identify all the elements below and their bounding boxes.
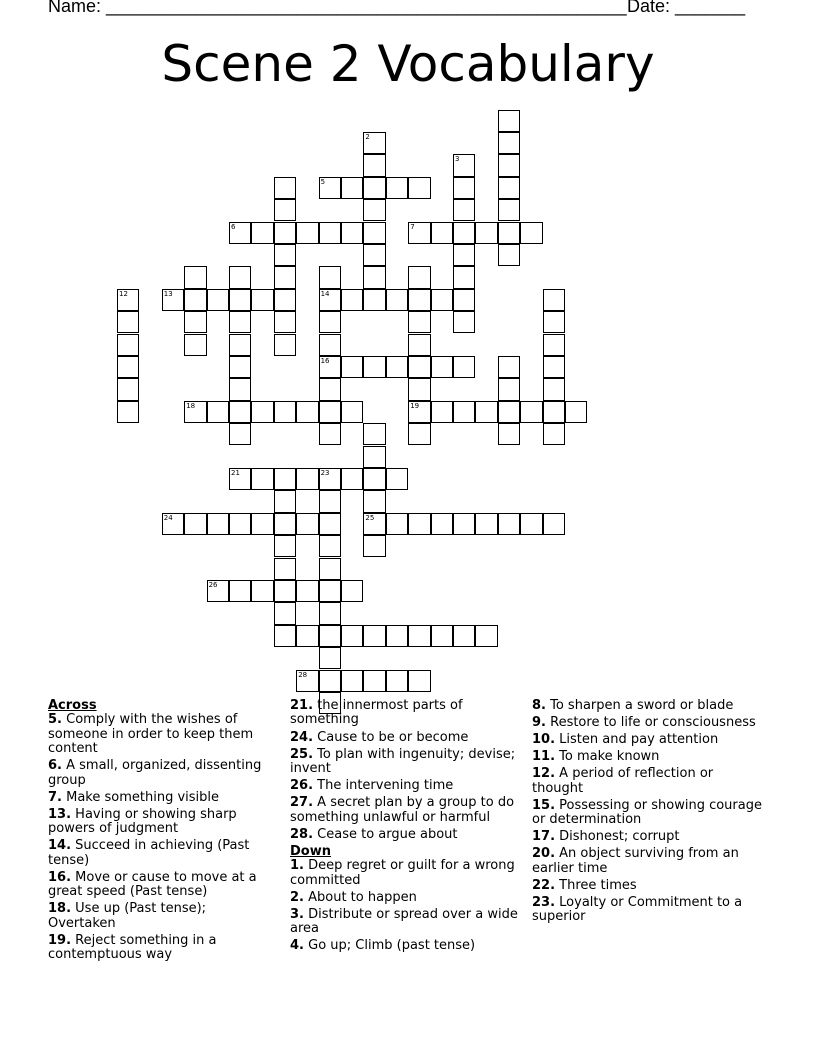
clue-number-label: 19 — [410, 401, 420, 410]
date-field-label: Date: _______ — [627, 0, 746, 16]
crossword-cell[interactable] — [296, 222, 318, 244]
crossword-cell[interactable] — [363, 535, 385, 557]
crossword-cell[interactable] — [453, 311, 475, 333]
clue-number-label: 7 — [410, 222, 415, 231]
clue-number: 14. — [48, 838, 72, 854]
clue-item — [290, 828, 518, 842]
crossword-cell[interactable] — [408, 356, 430, 378]
crossword-cell[interactable] — [341, 468, 363, 490]
clue-text: A secret plan by a group to do something unlawful or harmful — [290, 795, 515, 825]
crossword-cell[interactable] — [319, 625, 341, 647]
crossword-cell[interactable] — [408, 401, 430, 423]
crossword-cell[interactable] — [341, 625, 363, 647]
clue-text: Deep regret or guilt for a wrong committed — [290, 858, 515, 888]
crossword-cell[interactable] — [363, 132, 385, 154]
crossword-cell[interactable] — [453, 289, 475, 311]
crossword-cell[interactable] — [498, 378, 520, 400]
crossword-cell[interactable] — [207, 513, 229, 535]
crossword-cell[interactable] — [498, 154, 520, 176]
crossword-cell[interactable] — [431, 289, 453, 311]
clue-number: 27. — [290, 795, 314, 811]
crossword-cell[interactable] — [296, 513, 318, 535]
crossword-cell[interactable] — [475, 222, 497, 244]
crossword-cell[interactable] — [274, 244, 296, 266]
clue-number-label: 16 — [320, 356, 330, 365]
clue-number: 12. — [532, 766, 556, 782]
clue-item — [532, 896, 767, 925]
crossword-cell[interactable] — [363, 423, 385, 445]
crossword-cell[interactable] — [319, 266, 341, 288]
clue-item — [290, 699, 518, 728]
crossword-cell[interactable] — [386, 289, 408, 311]
crossword-cell[interactable] — [565, 401, 587, 423]
crossword-cell[interactable] — [453, 177, 475, 199]
crossword-cell[interactable] — [453, 222, 475, 244]
crossword-cell[interactable] — [184, 289, 206, 311]
crossword-cell[interactable] — [251, 580, 273, 602]
crossword-cell[interactable] — [453, 356, 475, 378]
crossword-cell[interactable] — [229, 513, 251, 535]
crossword-cell[interactable] — [543, 356, 565, 378]
crossword-cell[interactable] — [453, 154, 475, 176]
crossword-cell[interactable] — [498, 222, 520, 244]
crossword-cell[interactable] — [363, 490, 385, 512]
crossword-cell[interactable] — [363, 266, 385, 288]
clue-number-label: 24 — [163, 513, 173, 522]
crossword-cell[interactable] — [184, 513, 206, 535]
crossword-cell[interactable] — [498, 513, 520, 535]
crossword-cell[interactable] — [319, 289, 341, 311]
clue-number: 19. — [48, 932, 72, 948]
crossword-cell[interactable] — [296, 468, 318, 490]
clue-item — [290, 796, 518, 825]
crossword-cell[interactable] — [363, 356, 385, 378]
crossword-cell[interactable] — [363, 625, 385, 647]
crossword-cell[interactable] — [319, 580, 341, 602]
crossword-cell[interactable] — [453, 266, 475, 288]
crossword-cell[interactable] — [408, 334, 430, 356]
clue-text: Cause to be or become — [313, 729, 469, 745]
crossword-cell[interactable] — [117, 334, 139, 356]
crossword-cell[interactable] — [117, 378, 139, 400]
crossword-cell[interactable] — [341, 356, 363, 378]
crossword-cell[interactable] — [319, 602, 341, 624]
clue-item — [290, 779, 518, 793]
crossword-cell[interactable] — [408, 311, 430, 333]
clue-number-label: 25 — [365, 513, 375, 522]
crossword-cell[interactable] — [319, 468, 341, 490]
crossword-cell[interactable] — [319, 378, 341, 400]
crossword-cell[interactable] — [408, 177, 430, 199]
crossword-cell[interactable] — [363, 222, 385, 244]
crossword-cell[interactable] — [274, 558, 296, 580]
crossword-cell[interactable] — [319, 334, 341, 356]
crossword-cell[interactable] — [229, 378, 251, 400]
clue-number: 9. — [532, 715, 546, 731]
clue-number: 4. — [290, 938, 304, 954]
crossword-cell[interactable] — [363, 468, 385, 490]
crossword-cell[interactable] — [274, 468, 296, 490]
clue-text: To plan with ingenuity; devise; invent — [290, 746, 516, 776]
clue-item — [532, 879, 767, 893]
crossword-cell[interactable] — [319, 647, 341, 669]
clue-number: 2. — [290, 889, 304, 905]
clue-item — [48, 871, 276, 900]
crossword-cell[interactable] — [229, 311, 251, 333]
clue-item — [532, 767, 767, 796]
crossword-cell[interactable] — [543, 513, 565, 535]
crossword-cell[interactable] — [453, 199, 475, 221]
crossword-cell[interactable] — [319, 222, 341, 244]
crossword-cell[interactable] — [543, 423, 565, 445]
crossword-cell[interactable] — [319, 670, 341, 692]
crossword-cell[interactable] — [498, 177, 520, 199]
crossword-cell[interactable] — [319, 423, 341, 445]
crossword-cell[interactable] — [363, 154, 385, 176]
crossword-cell[interactable] — [386, 356, 408, 378]
clue-item — [48, 791, 276, 805]
clue-column-3 — [532, 699, 767, 928]
crossword-cell[interactable] — [453, 401, 475, 423]
clue-item — [290, 908, 518, 937]
crossword-cell[interactable] — [475, 625, 497, 647]
clue-number-label: 3 — [455, 155, 460, 164]
crossword-cell[interactable] — [543, 289, 565, 311]
clue-item — [48, 839, 276, 868]
crossword-cell[interactable] — [319, 177, 341, 199]
crossword-cell[interactable] — [251, 468, 273, 490]
crossword-cell[interactable] — [251, 401, 273, 423]
crossword-cell[interactable] — [319, 535, 341, 557]
clue-text: Dishonest; corrupt — [555, 829, 680, 845]
clue-number: 23. — [532, 895, 556, 911]
clue-number: 11. — [532, 749, 556, 765]
clue-number: 5. — [48, 712, 62, 728]
clue-text: Use up (Past tense); Overtaken — [48, 901, 207, 931]
clue-item — [48, 934, 276, 963]
crossword-cell[interactable] — [341, 580, 363, 602]
crossword-cell[interactable] — [274, 222, 296, 244]
clue-number: 18. — [48, 901, 72, 917]
page-title: Scene 2 Vocabulary — [161, 35, 655, 93]
crossword-cell[interactable] — [296, 625, 318, 647]
crossword-cell[interactable] — [117, 289, 139, 311]
clue-text: An object surviving from an earlier time — [532, 846, 739, 876]
crossword-cell[interactable] — [117, 311, 139, 333]
crossword-cell[interactable] — [184, 311, 206, 333]
crossword-cell[interactable] — [498, 356, 520, 378]
crossword-cell[interactable] — [363, 244, 385, 266]
crossword-cell[interactable] — [251, 222, 273, 244]
crossword-cell[interactable] — [386, 177, 408, 199]
crossword-cell[interactable] — [184, 266, 206, 288]
clue-text: Restore to life or consciousness — [545, 715, 756, 731]
clue-text: A period of reflection or thought — [532, 766, 714, 796]
clue-number: 28. — [290, 826, 314, 842]
crossword-cell[interactable] — [229, 222, 251, 244]
clue-text: the innermost parts of something — [290, 698, 463, 728]
crossword-cell[interactable] — [431, 625, 453, 647]
crossword-cell[interactable] — [453, 625, 475, 647]
clue-number: 8. — [532, 698, 546, 713]
crossword-cell[interactable] — [229, 266, 251, 288]
crossword-cell[interactable] — [319, 490, 341, 512]
crossword-cell[interactable] — [319, 356, 341, 378]
crossword-cell[interactable] — [229, 334, 251, 356]
crossword-cell[interactable] — [117, 356, 139, 378]
crossword-cell[interactable] — [229, 423, 251, 445]
clue-text: A small, organized, dissenting group — [48, 758, 262, 788]
crossword-cell[interactable] — [408, 378, 430, 400]
clue-item — [532, 799, 767, 828]
clue-item — [290, 859, 518, 888]
crossword-cell[interactable] — [520, 222, 542, 244]
crossword-cell[interactable] — [296, 401, 318, 423]
crossword-cell[interactable] — [408, 222, 430, 244]
crossword-cell[interactable] — [251, 289, 273, 311]
crossword-cell[interactable] — [296, 580, 318, 602]
clue-number-label: 5 — [320, 177, 326, 186]
crossword-cell[interactable] — [363, 177, 385, 199]
crossword-cell[interactable] — [363, 670, 385, 692]
crossword-cell[interactable] — [408, 513, 430, 535]
crossword-cell[interactable] — [296, 670, 318, 692]
clue-text: Succeed in achieving (Past tense) — [48, 838, 250, 868]
crossword-cell[interactable] — [229, 468, 251, 490]
clue-item — [48, 713, 276, 756]
crossword-cell[interactable] — [319, 513, 341, 535]
clue-number: 16. — [48, 869, 72, 885]
clue-item — [532, 830, 767, 844]
clue-number-label: 13 — [163, 289, 173, 298]
clue-number: 15. — [532, 797, 556, 813]
clue-text: Cease to argue about — [313, 826, 458, 842]
clue-item — [290, 731, 518, 745]
crossword-cell[interactable] — [543, 311, 565, 333]
crossword-cell[interactable] — [229, 580, 251, 602]
crossword-cell[interactable] — [274, 266, 296, 288]
crossword-cell[interactable] — [229, 356, 251, 378]
crossword-cell[interactable] — [363, 446, 385, 468]
clue-number-label: 26 — [208, 580, 218, 589]
crossword-cell[interactable] — [498, 110, 520, 132]
crossword-cell[interactable] — [274, 625, 296, 647]
crossword-cell[interactable] — [274, 289, 296, 311]
clue-number: 13. — [48, 806, 72, 822]
crossword-cell[interactable] — [274, 513, 296, 535]
crossword-cell[interactable] — [162, 513, 184, 535]
clue-number: 3. — [290, 906, 304, 922]
crossword-cell[interactable] — [274, 580, 296, 602]
clue-number: 21. — [290, 698, 314, 713]
clue-number: 6. — [48, 758, 62, 774]
crossword-cell[interactable] — [319, 311, 341, 333]
crossword-cell[interactable] — [274, 199, 296, 221]
clue-text: Distribute or spread over a wide area — [290, 906, 518, 937]
crossword-cell[interactable] — [408, 625, 430, 647]
clue-text: Possessing or showing courage or determination — [532, 797, 762, 828]
crossword-cell[interactable] — [408, 670, 430, 692]
clue-number: 25. — [290, 746, 314, 762]
clue-item — [48, 759, 276, 788]
crossword-cell[interactable] — [274, 490, 296, 512]
clue-text: Move or cause to move at a great speed (Past tense) — [48, 869, 257, 900]
crossword-cell[interactable] — [431, 513, 453, 535]
clue-item — [532, 699, 767, 713]
clue-item — [48, 808, 276, 837]
crossword-cell[interactable] — [498, 401, 520, 423]
clue-number: 7. — [48, 789, 62, 805]
clue-text: Comply with the wishes of someone in order to keep them content — [48, 712, 254, 757]
clue-text: Loyalty or Commitment to a superior — [532, 895, 743, 925]
crossword-cell[interactable] — [386, 468, 408, 490]
crossword-cell[interactable] — [274, 177, 296, 199]
crossword-cell[interactable] — [475, 401, 497, 423]
crossword-cell[interactable] — [498, 132, 520, 154]
crossword-cell[interactable] — [408, 289, 430, 311]
crossword-cell[interactable] — [386, 670, 408, 692]
crossword-cell[interactable] — [431, 222, 453, 244]
clue-item — [48, 902, 276, 931]
crossword-cell[interactable] — [274, 401, 296, 423]
clue-number-label: 14 — [320, 289, 330, 298]
clue-column-1 — [48, 699, 276, 965]
crossword-cell[interactable] — [117, 401, 139, 423]
clue-number-label: 23 — [320, 468, 330, 477]
crossword-cell[interactable] — [453, 513, 475, 535]
crossword-cell[interactable] — [453, 244, 475, 266]
crossword-cell[interactable] — [363, 513, 385, 535]
crossword-cell[interactable] — [386, 513, 408, 535]
clue-number: 22. — [532, 877, 556, 893]
crossword-cell[interactable] — [431, 401, 453, 423]
crossword-cell[interactable] — [498, 199, 520, 221]
clue-number-label: 12 — [119, 289, 128, 298]
clue-number-label: 18 — [186, 401, 196, 410]
clue-text: Three times — [555, 877, 637, 893]
crossword-cell[interactable] — [341, 222, 363, 244]
crossword-cell[interactable] — [274, 311, 296, 333]
crossword-cell[interactable] — [543, 401, 565, 423]
crossword-cell[interactable] — [498, 244, 520, 266]
clue-text: About to happen — [303, 889, 417, 905]
clue-text: The intervening time — [313, 778, 454, 794]
crossword-cell[interactable] — [162, 289, 184, 311]
across-heading: Across — [48, 698, 97, 713]
crossword-cell[interactable] — [207, 580, 229, 602]
name-field-label: Name: ____________________________________________________ — [48, 0, 627, 16]
crossword-cell[interactable] — [341, 401, 363, 423]
clue-item — [532, 733, 767, 747]
clue-text: Listen and pay attention — [555, 732, 719, 748]
clue-item — [290, 748, 518, 777]
clue-number: 26. — [290, 778, 314, 794]
crossword-cell[interactable] — [341, 177, 363, 199]
crossword-cell[interactable] — [408, 423, 430, 445]
clue-number: 20. — [532, 846, 556, 862]
clue-text: To sharpen a sword or blade — [545, 698, 734, 713]
clue-item — [290, 891, 518, 905]
crossword-cell[interactable] — [408, 266, 430, 288]
clue-item — [532, 716, 767, 730]
clue-number: 1. — [290, 858, 304, 874]
crossword-cell[interactable] — [341, 670, 363, 692]
crossword-cell[interactable] — [520, 401, 542, 423]
crossword-cell[interactable] — [229, 289, 251, 311]
crossword-cell[interactable] — [184, 401, 206, 423]
crossword-cell[interactable] — [207, 401, 229, 423]
clue-number-label: 2 — [365, 132, 370, 141]
clue-number-label: 28 — [298, 670, 308, 679]
clue-item — [532, 750, 767, 764]
crossword-cell[interactable] — [274, 602, 296, 624]
clue-text: Go up; Climb (past tense) — [303, 938, 476, 954]
crossword-cell[interactable] — [431, 356, 453, 378]
clue-number: 24. — [290, 729, 314, 745]
crossword-cell[interactable] — [520, 513, 542, 535]
crossword-cell[interactable] — [184, 334, 206, 356]
down-heading: Down — [290, 843, 331, 859]
crossword-cell[interactable] — [207, 289, 229, 311]
crossword-cell[interactable] — [386, 625, 408, 647]
clue-number: 17. — [532, 829, 556, 845]
crossword-cell[interactable] — [319, 401, 341, 423]
crossword-cell[interactable] — [251, 513, 273, 535]
crossword-cell[interactable] — [363, 289, 385, 311]
clue-text: Reject something in a contemptuous way — [48, 932, 217, 963]
crossword-cell[interactable] — [274, 535, 296, 557]
crossword-cell[interactable] — [498, 423, 520, 445]
clue-column-2 — [290, 699, 518, 956]
clue-text: Having or showing sharp powers of judgment — [48, 806, 237, 837]
clue-number-label: 6 — [231, 222, 236, 231]
clue-text: To make known — [555, 749, 660, 765]
clue-item — [532, 847, 767, 876]
clue-text: Make something visible — [61, 789, 220, 805]
crossword-cell[interactable] — [543, 378, 565, 400]
crossword-cell[interactable] — [363, 199, 385, 221]
crossword-cell[interactable] — [229, 401, 251, 423]
crossword-cell[interactable] — [341, 289, 363, 311]
crossword-cell[interactable] — [543, 334, 565, 356]
clue-number: 10. — [532, 732, 556, 748]
crossword-cell[interactable] — [475, 513, 497, 535]
clue-item — [290, 939, 518, 953]
crossword-cell[interactable] — [274, 334, 296, 356]
crossword-cell[interactable] — [319, 558, 341, 580]
clue-number-label: 21 — [231, 468, 240, 477]
